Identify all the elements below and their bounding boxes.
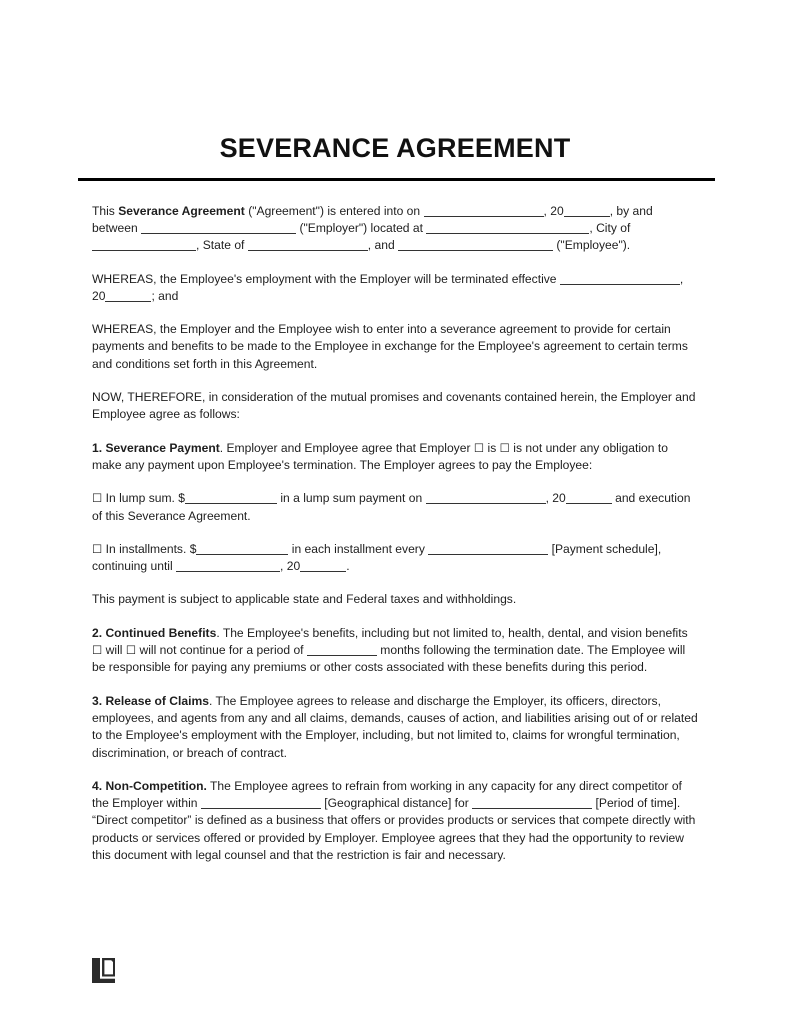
checkbox-benefits-will[interactable]: ☐ — [92, 643, 103, 658]
section-4-text-b: [Geographical distance] for — [320, 796, 473, 811]
section-2-text-will: will — [102, 643, 126, 658]
section-4-text-c: [Period of time]. “Direct competitor” is defined as a business that offers or provides products or services that compete directly with products or services offered or provided by Employer. Employee agrees that they had the opportunity to review this document with legal counsel and that the restriction is fair and necessary. — [92, 796, 696, 862]
blank-installment-end-year[interactable] — [300, 559, 346, 572]
intro-after-term: ("Agreement") is entered into on — [244, 203, 424, 218]
lump-sum-text-d: and execution of this Severance Agreement. — [92, 491, 691, 523]
section-1-text-a: . Employer and Employee agree that Employer — [219, 440, 474, 455]
intro-by-and-between: , by and between — [92, 203, 653, 235]
section-4-text-a: The Employee agrees to refrain from working in any capacity for any direct competitor of the Employer within — [92, 778, 682, 811]
section-severance-payment — [92, 440, 698, 475]
whereas-clause-2: WHEREAS, the Employer and the Employee wish to enter into a severance agreement to provide for certain payments and benefits to be made to the Employee in exchange for the Employee's agreement to certain terms and conditions set forth in this Agreement. — [92, 322, 688, 371]
section-1-text-b: is not under any obligation to make any payment upon Employee's termination. The Employer agrees to pay the Employee: — [92, 440, 668, 472]
blank-installment-amount[interactable] — [196, 542, 288, 555]
section-2-text-b: will not continue for a period of — [136, 643, 307, 658]
lump-sum-text-a: In lump sum. $ — [102, 491, 185, 506]
section-release-of-claims — [92, 693, 698, 762]
blank-employer-name[interactable] — [141, 221, 296, 234]
section-non-competition — [92, 778, 698, 864]
title-divider — [78, 178, 715, 181]
intro-employee-label: ("Employee"). — [553, 238, 631, 253]
page-title: SEVERANCE AGREEMENT — [219, 133, 571, 163]
intro-state-of: , State of — [196, 238, 248, 253]
whereas1-text-a: WHEREAS, the Employee's employment with the Employer will be terminated effective — [92, 271, 560, 286]
tax-withholding-note: This payment is subject to applicable state and Federal taxes and withholdings. — [92, 592, 517, 607]
checkbox-benefits-will-not[interactable]: ☐ — [125, 643, 137, 658]
now-therefore-clause: NOW, THEREFORE, in consideration of the mutual promises and covenants contained herein, the Employer and Employee agree as follows: — [92, 390, 696, 422]
whereas-clause-1 — [92, 271, 698, 306]
blank-agreement-date[interactable] — [424, 204, 544, 217]
blank-employer-address[interactable] — [426, 221, 589, 234]
whereas1-text-c: ; and — [151, 288, 179, 303]
checkbox-employer-is-not[interactable]: ☐ — [499, 440, 510, 455]
blank-city[interactable] — [92, 238, 196, 251]
section-2-text-c: months following the termination date. The Employee will be responsible for paying any premiums or other costs associated with these benefits during this period. — [92, 643, 686, 675]
section-2-text-a: . The Employee's benefits, including but not limited to, health, dental, and vision benefits — [216, 625, 688, 640]
checkbox-installments[interactable]: ☐ — [92, 541, 103, 556]
blank-state[interactable] — [248, 238, 368, 251]
payment-option-installments — [92, 541, 698, 576]
blank-installment-end-date[interactable] — [176, 559, 280, 572]
installments-text-e: . — [346, 559, 350, 574]
section-3-text: . The Employee agrees to release and discharge the Employer, its officers, directors, employees, and agents from any and all claims, demands, causes of action, and liabilities arising out of or related to the Employee's employment with the Employer, including, but not limited to, claims for wrongful termination, discrimination, or breach of contract. — [92, 693, 698, 760]
checkbox-lump-sum[interactable]: ☐ — [92, 491, 103, 506]
lump-sum-text-b: in a lump sum payment on — [277, 491, 426, 506]
section-continued-benefits — [92, 625, 698, 677]
section-4-heading: 4. Non-Competition. — [92, 778, 207, 793]
intro-bold-term: Severance Agreement — [118, 203, 245, 218]
blank-agreement-year[interactable] — [564, 204, 610, 217]
payment-option-lump-sum — [92, 490, 698, 525]
blank-benefits-months[interactable] — [307, 643, 377, 656]
intro-lead: This — [92, 203, 119, 218]
blank-lump-sum-year[interactable] — [566, 491, 612, 504]
blank-payment-schedule[interactable] — [428, 542, 548, 555]
section-1-text-is: is — [484, 440, 500, 455]
installments-text-b: in each installment every — [288, 541, 429, 556]
section-1-heading: 1. Severance Payment — [92, 440, 220, 455]
section-2-heading: 2. Continued Benefits — [92, 625, 217, 640]
intro-year-prefix: , 20 — [543, 203, 564, 218]
legal-templates-logo-icon — [92, 958, 119, 986]
installments-text-c: [Payment schedule], continuing until — [92, 541, 662, 574]
blank-lump-sum-amount[interactable] — [185, 491, 277, 504]
blank-employee-name[interactable] — [398, 238, 553, 251]
section-3-heading: 3. Release of Claims — [92, 693, 209, 708]
installments-text-a: In installments. $ — [102, 541, 197, 556]
intro-city-of: , City of — [589, 220, 631, 235]
blank-lump-sum-date[interactable] — [426, 491, 546, 504]
blank-termination-date[interactable] — [560, 272, 680, 285]
blank-geographical-distance[interactable] — [201, 796, 321, 809]
lump-sum-text-c: , 20 — [545, 491, 566, 506]
installments-text-d: , 20 — [280, 559, 301, 574]
document-body — [92, 134, 698, 880]
intro-paragraph — [92, 203, 698, 255]
blank-termination-year[interactable] — [105, 289, 151, 302]
blank-period-of-time[interactable] — [472, 796, 592, 809]
checkbox-employer-is[interactable]: ☐ — [473, 440, 485, 455]
intro-comma-and: , and — [367, 238, 399, 253]
whereas1-text-b: , 20 — [92, 271, 684, 303]
intro-employer-label: ("Employer") located at — [296, 220, 427, 235]
